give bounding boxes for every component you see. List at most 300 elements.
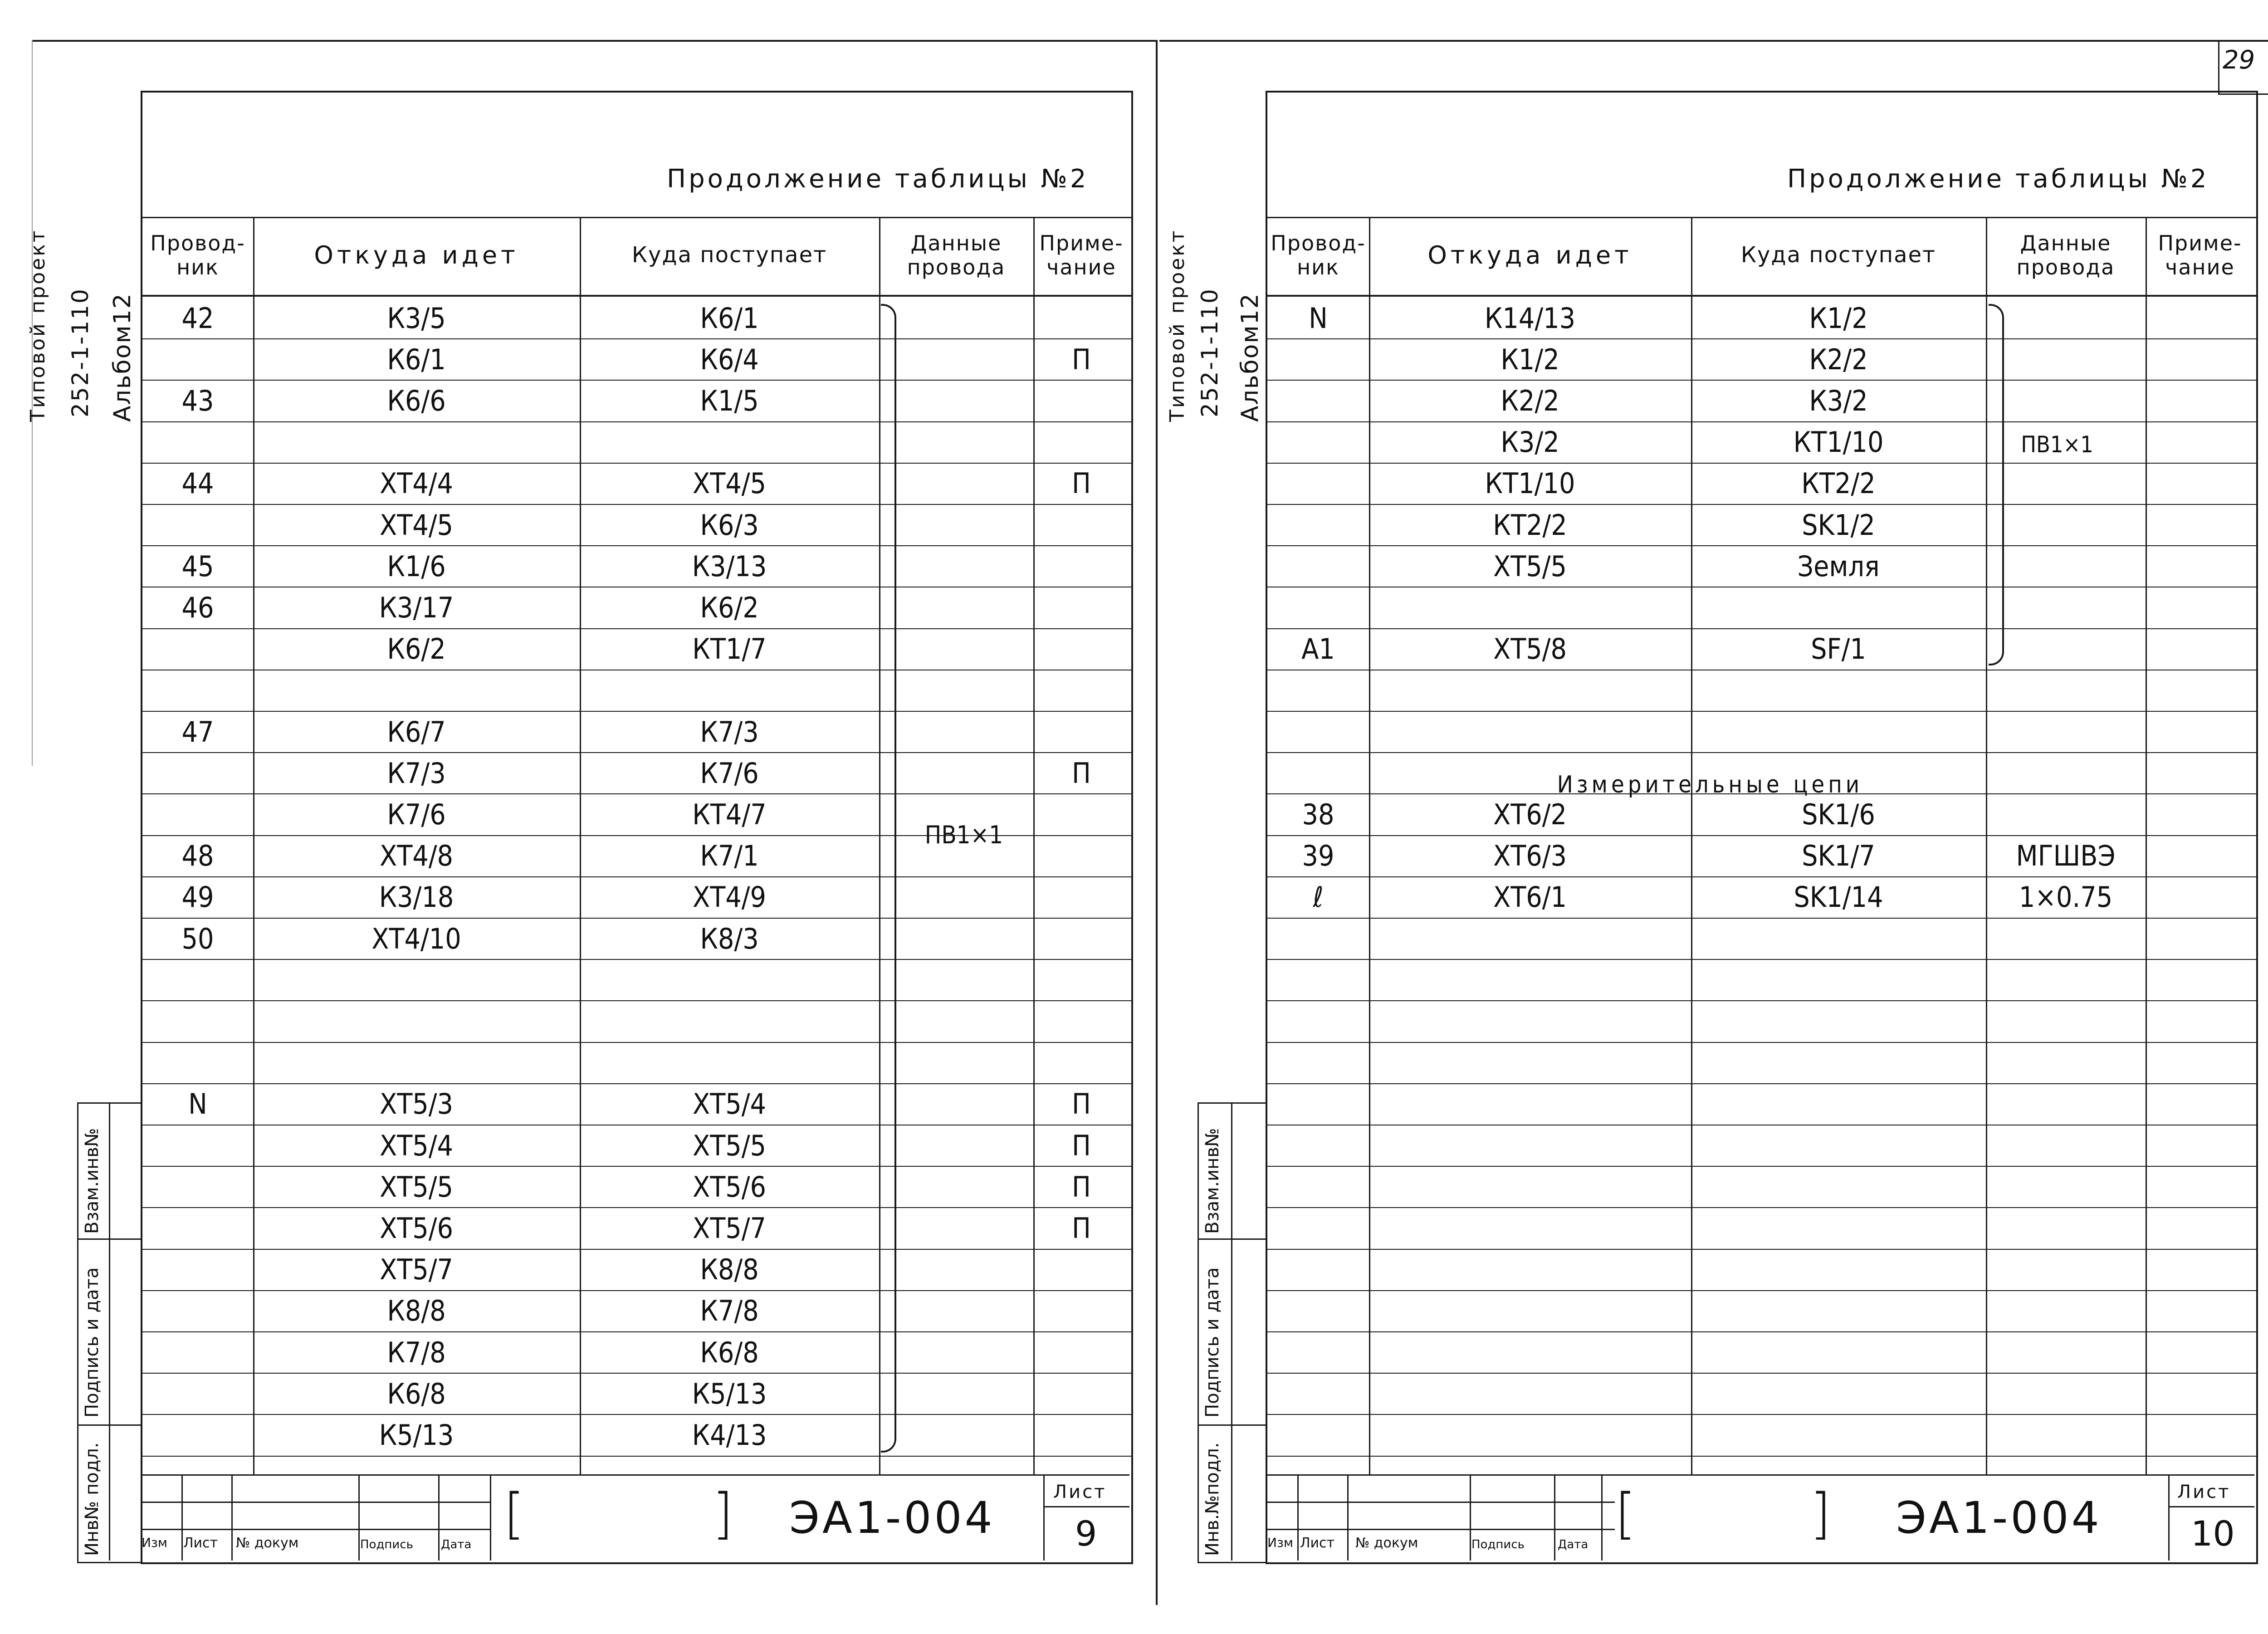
- right-row-line: [1266, 1042, 2256, 1043]
- right-row-line: [1266, 876, 2256, 877]
- left-table-cell-to: К4/13: [692, 1418, 767, 1452]
- left-header-to: Куда поступает: [631, 242, 827, 268]
- left-brace-lower: [881, 825, 896, 1453]
- left-table-caption: Продолжение таблицы №2: [667, 164, 1089, 194]
- left-table-cell-to: [580, 672, 879, 708]
- page-number-box-edge: [2218, 40, 2219, 93]
- right-column-line-3: [2146, 217, 2147, 1474]
- left-footer-top: [141, 1474, 1129, 1476]
- right-table-cell-to: SK1/6: [1802, 797, 1875, 831]
- right-table-cell-wire: [1267, 755, 1369, 791]
- right-header-note: Приме- чание: [2158, 231, 2242, 279]
- left-table-cell-wire: [142, 424, 253, 460]
- left-table-cell-note: П: [1072, 1170, 1091, 1203]
- left-table-cell-wire: [142, 341, 253, 377]
- left-table-cell-note: П: [1072, 1211, 1091, 1245]
- left-table-cell-note: [1033, 589, 1129, 626]
- left-stamp-inner: [109, 1102, 110, 1561]
- left-footer-v5: [490, 1474, 491, 1561]
- right-table-cell-data: [1986, 755, 2146, 791]
- left-table-cell-note: [1033, 837, 1129, 874]
- left-table-cell-from: ХТ4/10: [371, 922, 461, 955]
- left-row-line: [141, 1249, 1131, 1250]
- left-table-cell-note: [1033, 382, 1129, 419]
- left-footer-v1: [181, 1474, 183, 1561]
- left-header-bottom-line: [141, 295, 1131, 297]
- left-table-cell-to: К7/1: [700, 839, 759, 872]
- left-table-cell-from: К5/13: [379, 1418, 454, 1452]
- right-row-line: [1266, 504, 2256, 505]
- left-side-label-top: Типовой проект: [26, 229, 49, 422]
- right-stamp-inner: [1231, 1102, 1232, 1561]
- left-table-cell-to: КТ4/7: [692, 797, 767, 831]
- left-footer-bracket-right: ]: [712, 1482, 733, 1546]
- left-table-cell-to: [580, 424, 879, 460]
- left-row-line: [141, 1331, 1131, 1332]
- right-footer-data: Дата: [1558, 1538, 1589, 1551]
- left-table-cell-wire: [142, 1417, 253, 1453]
- left-table-cell-wire: [142, 962, 253, 998]
- left-row-line: [141, 1373, 1131, 1374]
- left-stamp-label-2: Подпись и дата: [82, 1267, 103, 1418]
- right-table-cell-from: К2/2: [1501, 384, 1559, 417]
- left-table-cell-from: К6/7: [387, 715, 446, 749]
- left-row-line: [141, 918, 1131, 919]
- right-table-cell-to: [1691, 672, 1986, 708]
- left-table-cell-to: КТ1/7: [692, 632, 767, 665]
- right-footer-dokum: № докум: [1355, 1535, 1418, 1551]
- right-row-line: [1266, 1083, 2256, 1084]
- left-table-cell-note: [1033, 1003, 1129, 1039]
- left-table-cell-wire: [142, 1210, 253, 1246]
- left-table-cell-to: ХТ4/9: [692, 880, 767, 914]
- left-footer-v2: [231, 1474, 233, 1561]
- left-table-cell-note: [1033, 920, 1129, 957]
- right-table-cell-data: [1986, 672, 2146, 708]
- left-footer-podpis: Подпись: [360, 1538, 413, 1551]
- left-footer-row2: [141, 1529, 490, 1530]
- right-table-cell-wire: ℓ: [1313, 880, 1324, 914]
- left-table-cell-to: ХТ5/7: [692, 1211, 767, 1245]
- right-table-cell-wire: [1267, 589, 1369, 626]
- left-table-cell-from: К6/2: [387, 632, 446, 665]
- left-stamp-label-1: Инв№ подл.: [82, 1442, 103, 1556]
- center-divider: [1156, 40, 1158, 1605]
- right-table-cell-data: [1986, 382, 2146, 419]
- right-wire-data-label: ПВ1×1: [2021, 431, 2093, 458]
- left-table-cell-note: [1033, 1251, 1129, 1287]
- right-row-line: [1266, 1207, 2256, 1208]
- right-table-cell-from: [1369, 714, 1691, 750]
- left-footer-list: Лист: [183, 1535, 218, 1551]
- left-table-cell-to: К6/4: [700, 342, 759, 376]
- left-footer-izm: Изм: [142, 1535, 167, 1550]
- left-table-cell-to: К1/5: [700, 384, 759, 417]
- left-table-cell-wire: 44: [181, 466, 214, 500]
- left-table-cell-wire: [142, 1334, 253, 1370]
- left-table-cell-from: К7/6: [387, 797, 446, 831]
- left-table-cell-to: [580, 1044, 879, 1081]
- left-table-cell-wire: 48: [181, 839, 214, 872]
- right-table-cell-from: ХТ5/5: [1493, 549, 1567, 583]
- left-table-cell-wire: 46: [181, 591, 214, 624]
- right-side-label-top: Типовой проект: [1166, 229, 1189, 422]
- left-row-line: [141, 711, 1131, 712]
- left-table-cell-note: [1033, 1292, 1129, 1329]
- right-table-cell-data: [1986, 714, 2146, 750]
- right-header-data: Данные провода: [2016, 231, 2115, 279]
- left-table-cell-from: [253, 672, 580, 708]
- right-table-cell-from: К1/2: [1501, 342, 1559, 376]
- left-footer-sheet-label: Лист: [1053, 1482, 1107, 1502]
- right-table-cell-to: КТ2/2: [1801, 466, 1876, 500]
- right-table-cell-data: [1986, 341, 2146, 377]
- left-table-cell-from: [253, 1044, 580, 1081]
- left-table-cell-wire: 45: [181, 549, 214, 583]
- left-table-cell-note: [1033, 1417, 1129, 1453]
- right-row-line: [1266, 545, 2256, 546]
- right-row-line: [1266, 463, 2256, 464]
- left-table-cell-wire: 43: [181, 384, 214, 417]
- right-table-cell-wire: А1: [1301, 632, 1335, 665]
- left-table-cell-from: [253, 962, 580, 998]
- left-table-cell-from: ХТ5/4: [379, 1129, 454, 1162]
- right-table-cell-data: [1986, 300, 2146, 336]
- left-side-label-code: 252-1-110: [67, 288, 93, 417]
- right-row-line: [1266, 1290, 2256, 1291]
- right-footer-sheet-label: Лист: [2177, 1482, 2231, 1502]
- right-row-line: [1266, 380, 2256, 381]
- right-table-cell-to: [1691, 589, 1986, 626]
- left-table-cell-wire: 42: [181, 301, 214, 335]
- right-row-line: [1266, 421, 2256, 422]
- left-table-cell-to: ХТ4/5: [692, 466, 767, 500]
- right-row-line: [1266, 1373, 2256, 1374]
- right-table-cell-to: Земля: [1797, 549, 1880, 583]
- right-section-title: Измерительные цепи: [1557, 771, 1863, 798]
- left-table-cell-note: [1033, 879, 1129, 915]
- left-table-cell-wire: [142, 1044, 253, 1081]
- left-table-cell-wire: [142, 755, 253, 791]
- left-table-cell-from: К1/6: [387, 549, 446, 583]
- right-table-cell-to: К2/2: [1809, 342, 1868, 376]
- right-table-cell-wire: [1267, 465, 1369, 501]
- left-table-cell-to: К3/13: [692, 549, 767, 583]
- right-footer-v5: [1601, 1474, 1603, 1561]
- right-table-cell-to: SK1/7: [1802, 839, 1875, 872]
- left-table-cell-from: К7/3: [387, 756, 446, 790]
- left-table-cell-note: [1033, 300, 1129, 336]
- right-table-cell-data: [1986, 589, 2146, 626]
- right-row-line: [1266, 752, 2256, 753]
- right-table-cell-from: ХТ6/2: [1493, 797, 1567, 831]
- page-number: 29: [2223, 45, 2255, 75]
- right-footer-list: Лист: [1300, 1535, 1335, 1551]
- left-table-cell-note: П: [1072, 756, 1091, 790]
- left-table-cell-note: [1033, 1334, 1129, 1370]
- left-table-cell-note: [1033, 548, 1129, 584]
- left-table-cell-note: [1033, 507, 1129, 543]
- right-table-cell-data: МГШВЭ: [2016, 839, 2116, 872]
- left-table-cell-from: [253, 424, 580, 460]
- right-table-cell-wire: [1267, 672, 1369, 708]
- left-table-cell-to: К8/3: [700, 922, 759, 955]
- left-row-line: [141, 628, 1131, 629]
- left-row-line: [141, 1083, 1131, 1084]
- left-footer-row1: [141, 1502, 490, 1503]
- right-footer-sheet-div: [2168, 1506, 2254, 1507]
- left-header-from: Откуда идет: [314, 240, 519, 269]
- right-table-cell-from: ХТ5/8: [1493, 632, 1567, 665]
- right-stamp-label-1: Инв.№подл.: [1202, 1442, 1223, 1556]
- left-row-line: [141, 380, 1131, 381]
- right-footer-v4: [1554, 1474, 1555, 1561]
- right-table-cell-data: [1986, 796, 2146, 832]
- left-table-cell-from: К6/8: [387, 1377, 446, 1410]
- left-table-cell-to: К6/1: [700, 301, 759, 335]
- right-row-line: [1266, 1166, 2256, 1167]
- right-table-cell-wire: [1267, 382, 1369, 419]
- left-brace-upper: [881, 304, 896, 827]
- left-header-data: Данные провода: [907, 231, 1006, 279]
- left-row-line: [141, 504, 1131, 505]
- left-header-wire: Провод- ник: [150, 231, 245, 279]
- right-footer-code: ЭА1-004: [1896, 1492, 2102, 1543]
- left-footer-v3: [358, 1474, 360, 1561]
- left-table-cell-from: К7/8: [387, 1336, 446, 1369]
- right-table-cell-from: КТ2/2: [1493, 508, 1567, 542]
- left-table-cell-from: К8/8: [387, 1294, 446, 1327]
- left-footer-dokum: № докум: [236, 1535, 299, 1551]
- left-row-line: [141, 421, 1131, 422]
- left-row-line: [141, 1207, 1131, 1208]
- left-table-cell-wire: 50: [181, 922, 214, 955]
- right-row-line: [1266, 835, 2256, 836]
- right-table-cell-wire: 38: [1302, 797, 1334, 831]
- right-table-cell-from: К14/13: [1484, 301, 1576, 335]
- left-footer-bracket-left: [: [503, 1482, 525, 1546]
- right-table-cell-to: К3/2: [1809, 384, 1868, 417]
- left-table-cell-wire: [142, 1003, 253, 1039]
- right-row-line: [1266, 711, 2256, 712]
- right-footer-v2: [1347, 1474, 1349, 1561]
- right-table-cell-from: К3/2: [1501, 425, 1559, 459]
- left-table-cell-note: П: [1072, 1087, 1091, 1120]
- right-row-line: [1266, 1456, 2256, 1457]
- left-table-cell-to: ХТ5/6: [692, 1170, 767, 1203]
- left-table-cell-note: [1033, 424, 1129, 460]
- right-table-cell-data: [1986, 465, 2146, 501]
- left-table-cell-to: К7/8: [700, 1294, 759, 1327]
- left-footer-sheet-number: 9: [1075, 1513, 1097, 1554]
- right-footer-v3: [1470, 1474, 1471, 1561]
- left-row-line: [141, 876, 1131, 877]
- right-header-from: Откуда идет: [1427, 240, 1633, 269]
- left-footer-v4: [438, 1474, 440, 1561]
- right-table-cell-wire: [1267, 548, 1369, 584]
- right-table-cell-to: [1691, 714, 1986, 750]
- right-table-cell-data: [1986, 507, 2146, 543]
- left-column-line-2: [879, 217, 880, 1474]
- right-table-cell-wire: N: [1309, 301, 1328, 335]
- left-row-line: [141, 1166, 1131, 1167]
- left-table-cell-wire: [142, 1375, 253, 1412]
- left-table-cell-from: ХТ5/6: [379, 1211, 454, 1245]
- left-row-line: [141, 463, 1131, 464]
- right-header-wire: Провод- ник: [1271, 231, 1366, 279]
- right-table-caption: Продолжение таблицы №2: [1787, 164, 2209, 194]
- right-header-to: Куда поступает: [1740, 242, 1936, 268]
- right-table-cell-wire: 39: [1302, 839, 1334, 872]
- left-header-top-line: [141, 217, 1131, 218]
- right-footer-top: [1266, 1474, 2254, 1476]
- left-row-line: [141, 1290, 1131, 1291]
- left-footer-v6: [1043, 1474, 1045, 1561]
- left-row-line: [141, 752, 1131, 753]
- right-table-cell-to: КТ1/10: [1793, 425, 1884, 459]
- left-table-cell-from: К6/1: [387, 342, 446, 376]
- left-table-cell-wire: [142, 1292, 253, 1329]
- left-row-line: [141, 793, 1131, 794]
- right-side-label-code: 252-1-110: [1197, 288, 1223, 417]
- left-table-cell-from: ХТ4/4: [379, 466, 454, 500]
- right-footer-v1: [1297, 1474, 1299, 1561]
- left-table-cell-from: ХТ5/5: [379, 1170, 454, 1203]
- right-table-cell-data: [1986, 631, 2146, 667]
- left-table-cell-to: ХТ5/5: [692, 1129, 767, 1162]
- left-table-cell-note: [1033, 1375, 1129, 1412]
- right-table-cell-wire: [1267, 424, 1369, 460]
- right-stamp-label-2: Подпись и дата: [1202, 1267, 1223, 1418]
- left-table-cell-to: К5/13: [692, 1377, 767, 1410]
- left-row-line: [141, 1000, 1131, 1001]
- right-table-cell-data: [1986, 548, 2146, 584]
- right-row-line: [1266, 1249, 2256, 1250]
- left-table-cell-from: ХТ4/5: [379, 508, 454, 542]
- right-table-cell-from: [1369, 589, 1691, 626]
- left-frame-top: [32, 40, 1157, 42]
- left-table-cell-from: ХТ5/3: [379, 1087, 454, 1120]
- left-table-cell-note: П: [1072, 342, 1091, 376]
- right-table-cell-from: ХТ6/3: [1493, 839, 1567, 872]
- left-footer-sheet-div: [1043, 1506, 1129, 1507]
- left-table-cell-to: К7/6: [700, 756, 759, 790]
- left-table-cell-to: [580, 1003, 879, 1039]
- right-table-cell-from: [1369, 672, 1691, 708]
- right-side-label-album: Альбом12: [1237, 293, 1264, 422]
- left-table-cell-note: [1033, 672, 1129, 708]
- left-table-cell-wire: [142, 796, 253, 832]
- left-table-cell-wire: [142, 672, 253, 708]
- left-row-line: [141, 1456, 1131, 1457]
- right-footer-sheet-number: 10: [2191, 1513, 2235, 1554]
- right-table-cell-wire: [1267, 507, 1369, 543]
- right-row-line: [1266, 1000, 2256, 1001]
- left-table-cell-wire: N: [188, 1087, 207, 1120]
- left-table-cell-from: К6/6: [387, 384, 446, 417]
- right-table-cell-from: КТ1/10: [1485, 466, 1575, 500]
- right-row-line: [1266, 1331, 2256, 1332]
- left-table-cell-note: П: [1072, 466, 1091, 500]
- left-row-line: [141, 545, 1131, 546]
- left-table-cell-to: К7/3: [700, 715, 759, 749]
- right-table-cell-to: SF/1: [1811, 632, 1866, 665]
- right-brace-lower: [1989, 446, 2004, 665]
- left-footer-code: ЭА1-004: [789, 1492, 995, 1543]
- right-table-cell-wire: [1267, 341, 1369, 377]
- right-footer-podpis: Подпись: [1471, 1538, 1525, 1551]
- left-table-cell-wire: [142, 507, 253, 543]
- right-row-line: [1266, 628, 2256, 629]
- left-table-cell-to: К6/8: [700, 1336, 759, 1369]
- right-table-cell-to: SK1/14: [1794, 880, 1883, 914]
- left-row-line: [141, 338, 1131, 339]
- left-wire-data-label: ПВ1×1: [924, 820, 1003, 849]
- right-stamp-label-3: Взам.инв№: [1202, 1128, 1223, 1234]
- left-table-cell-wire: 47: [181, 715, 214, 749]
- right-header-bottom-line: [1266, 295, 2256, 297]
- left-table-cell-to: К6/2: [700, 591, 759, 624]
- left-table-cell-from: ХТ4/8: [379, 839, 454, 872]
- right-footer-bracket-right: ]: [1810, 1482, 1831, 1546]
- right-footer-bracket-left: [: [1615, 1482, 1636, 1546]
- left-table-cell-wire: [142, 1251, 253, 1287]
- right-row-line: [1266, 1414, 2256, 1415]
- left-table-cell-to: К8/8: [700, 1252, 759, 1286]
- left-footer-data: Дата: [441, 1538, 472, 1551]
- left-table-cell-note: [1033, 962, 1129, 998]
- left-table-cell-wire: [142, 631, 253, 667]
- right-table-cell-from: ХТ6/1: [1493, 880, 1567, 914]
- left-table-cell-to: [580, 962, 879, 998]
- right-row-line: [1266, 959, 2256, 960]
- left-table-cell-to: К6/3: [700, 508, 759, 542]
- left-table-cell-wire: 49: [181, 880, 214, 914]
- left-stamp-label-3: Взам.инв№: [82, 1128, 103, 1234]
- left-table-cell-note: [1033, 1044, 1129, 1081]
- left-table-cell-note: [1033, 631, 1129, 667]
- left-row-line: [141, 1414, 1131, 1415]
- left-table-cell-from: К3/17: [379, 591, 454, 624]
- right-header-top-line: [1266, 217, 2256, 218]
- left-table-cell-wire: [142, 1127, 253, 1164]
- left-table-cell-note: [1033, 796, 1129, 832]
- left-table-cell-from: ХТ5/7: [379, 1252, 454, 1286]
- right-footer-row1: [1266, 1502, 1615, 1503]
- right-footer-row2: [1266, 1529, 1615, 1530]
- left-table-cell-to: ХТ5/4: [692, 1087, 767, 1120]
- left-row-line: [141, 1042, 1131, 1043]
- left-table-cell-from: К3/5: [387, 301, 446, 335]
- right-brace-upper: [1989, 304, 2004, 449]
- left-table-cell-note: П: [1072, 1129, 1091, 1162]
- right-row-line: [1266, 338, 2256, 339]
- right-frame-top: [1159, 40, 2268, 42]
- right-table-cell-to: SK1/2: [1802, 508, 1875, 542]
- left-table-cell-from: [253, 1003, 580, 1039]
- left-side-label-album: Альбом12: [109, 293, 136, 422]
- right-footer-v6: [2168, 1474, 2170, 1561]
- right-table-cell-wire: [1267, 714, 1369, 750]
- left-row-line: [141, 959, 1131, 960]
- left-table-cell-note: [1033, 714, 1129, 750]
- right-row-line: [1266, 918, 2256, 919]
- right-table-cell-to: К1/2: [1809, 301, 1868, 335]
- left-table-cell-from: К3/18: [379, 880, 454, 914]
- left-header-note: Приме- чание: [1039, 231, 1124, 279]
- left-table-cell-wire: [142, 1169, 253, 1205]
- right-footer-izm: Изм: [1267, 1535, 1293, 1550]
